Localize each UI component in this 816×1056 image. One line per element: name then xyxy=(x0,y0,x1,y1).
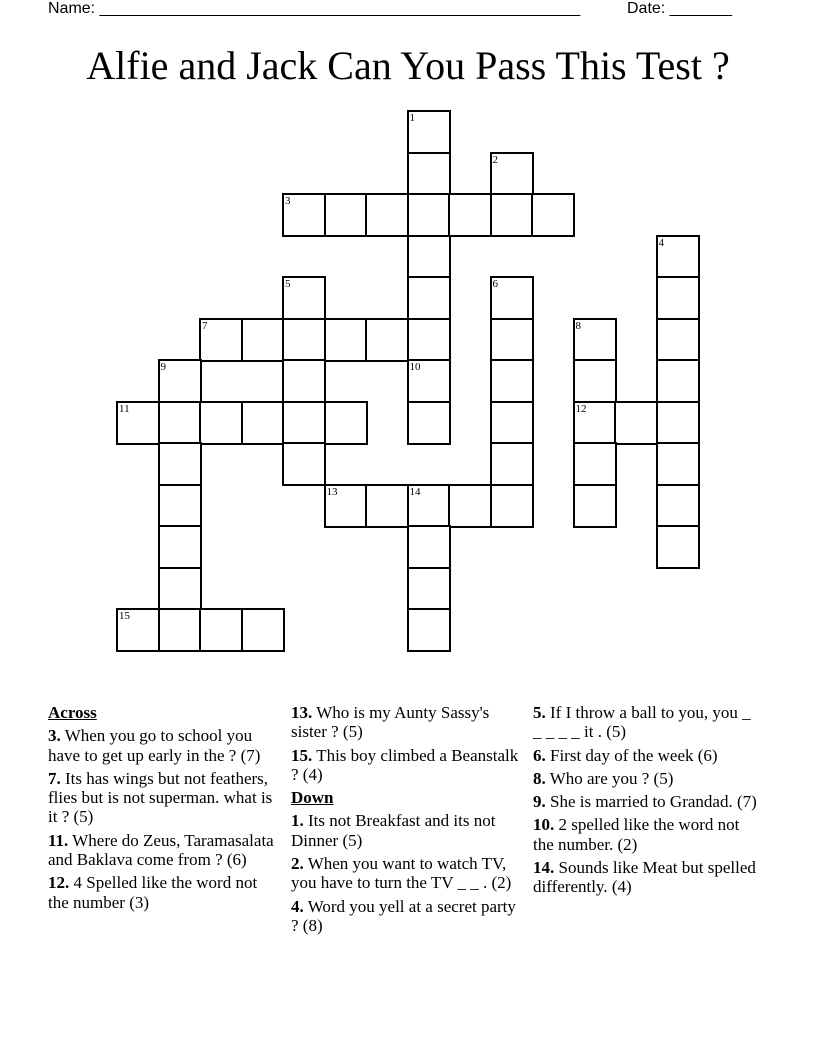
grid-cell[interactable] xyxy=(573,442,617,486)
grid-cell[interactable] xyxy=(282,193,326,237)
grid-cell[interactable] xyxy=(116,401,160,445)
grid-cell[interactable] xyxy=(365,484,409,528)
grid-cell[interactable] xyxy=(158,567,202,611)
clue-down-2: 2. When you want to watch TV, you have to turn the TV _ _ . (2) xyxy=(291,854,512,893)
cell-number: 11 xyxy=(119,402,130,415)
grid-cell[interactable] xyxy=(199,318,243,362)
clue-column-3 xyxy=(533,703,763,901)
grid-cell[interactable] xyxy=(324,318,368,362)
clue-column-1 xyxy=(48,703,278,916)
grid-cell[interactable] xyxy=(407,567,451,611)
grid-cell[interactable] xyxy=(241,318,285,362)
clue-down-10: 10. 2 spelled like the word not the number. (2) xyxy=(533,815,740,854)
clue-down-5: 5. If I throw a ball to you, you _ _ _ _ _ it . (5) xyxy=(533,703,751,742)
grid-cell[interactable] xyxy=(573,359,617,403)
grid-cell[interactable] xyxy=(241,401,285,445)
grid-cell[interactable] xyxy=(448,484,492,528)
clue-across-12: 12. 4 Spelled like the word not the number (3) xyxy=(48,873,258,912)
date-field[interactable]: Date: _______ xyxy=(627,0,732,17)
cell-number: 12 xyxy=(575,402,587,415)
grid-cell[interactable] xyxy=(614,401,658,445)
grid-cell[interactable] xyxy=(158,359,202,403)
cell-number: 8 xyxy=(575,319,581,332)
cell-number: 5 xyxy=(285,278,291,290)
grid-cell[interactable] xyxy=(490,442,534,486)
grid-cell[interactable] xyxy=(282,359,326,403)
grid-cell[interactable] xyxy=(656,276,700,320)
grid-cell[interactable] xyxy=(656,359,700,403)
grid-cell[interactable] xyxy=(656,318,700,362)
clue-column-2 xyxy=(291,703,521,939)
page-title: Alfie and Jack Can You Pass This Test ? xyxy=(86,43,730,88)
grid-cell[interactable] xyxy=(448,193,492,237)
grid-cell[interactable] xyxy=(407,318,451,362)
grid-cell[interactable] xyxy=(158,442,202,486)
grid-cell[interactable] xyxy=(324,484,368,528)
clue-across-7: 7. Its has wings but not feathers, flies but is not superman. what is it ? (5) xyxy=(48,768,273,827)
grid-cell[interactable] xyxy=(407,276,451,320)
grid-cell[interactable] xyxy=(490,318,534,362)
cell-number: 13 xyxy=(326,485,338,498)
grid-cell[interactable] xyxy=(116,608,160,652)
grid-cell[interactable] xyxy=(407,235,451,279)
grid-cell[interactable] xyxy=(573,318,617,362)
cell-number: 15 xyxy=(119,610,130,622)
grid-cell[interactable] xyxy=(490,484,534,528)
grid-cell[interactable] xyxy=(490,193,534,237)
clue-across-13: 13. Who is my Aunty Sassy's sister ? (5) xyxy=(291,703,490,742)
clue-down-4: 4. Word you yell at a secret party ? (8) xyxy=(291,896,516,935)
cell-number: 14 xyxy=(409,485,421,498)
grid-cell[interactable] xyxy=(656,401,700,445)
grid-cell[interactable] xyxy=(490,276,534,320)
grid-cell[interactable] xyxy=(531,193,575,237)
grid-cell[interactable] xyxy=(241,608,285,652)
grid-cell[interactable] xyxy=(158,525,202,569)
grid-cell[interactable] xyxy=(282,276,326,320)
across-heading: Across xyxy=(48,703,97,722)
clue-across-15: 15. This boy climbed a Beanstalk ? (4) xyxy=(291,745,519,784)
grid-cell[interactable] xyxy=(490,359,534,403)
grid-cell[interactable] xyxy=(365,193,409,237)
grid-cell[interactable] xyxy=(282,442,326,486)
cell-number: 4 xyxy=(658,236,664,249)
clue-across-11: 11. Where do Zeus, Taramasalata and Baklava come from ? (6) xyxy=(48,830,274,870)
grid-cell[interactable] xyxy=(282,318,326,362)
grid-cell[interactable] xyxy=(407,484,451,528)
grid-cell[interactable] xyxy=(407,193,451,237)
grid-cell[interactable] xyxy=(656,235,700,279)
cell-number: 10 xyxy=(409,361,421,373)
clue-down-9: 9. She is married to Grandad. (7) xyxy=(533,792,757,812)
clue-down-6: 6. First day of the week (6) xyxy=(533,745,718,765)
clue-down-8: 8. Who are you ? (5) xyxy=(533,768,674,788)
grid-cell[interactable] xyxy=(407,401,451,445)
grid-cell[interactable] xyxy=(324,193,368,237)
cell-number: 3 xyxy=(285,195,291,207)
grid-cell[interactable] xyxy=(158,608,202,652)
grid-cell[interactable] xyxy=(158,401,202,445)
grid-cell[interactable] xyxy=(365,318,409,362)
grid-cell[interactable] xyxy=(199,401,243,445)
cell-number: 7 xyxy=(202,319,208,332)
grid-cell[interactable] xyxy=(407,608,451,652)
clue-across-3: 3. When you go to school you have to get up early in the ? (7) xyxy=(48,726,261,765)
grid-cell[interactable] xyxy=(407,110,451,154)
grid-cell[interactable] xyxy=(407,359,451,403)
grid-cell[interactable] xyxy=(656,484,700,528)
clue-down-14: 14. Sounds like Meat but spelled differently. (4) xyxy=(533,858,756,897)
cell-number: 2 xyxy=(492,153,498,166)
grid-cell[interactable] xyxy=(282,401,326,445)
down-heading: Down xyxy=(291,788,334,808)
clue-down-1: 1. Its not Breakfast and its not Dinner (5) xyxy=(291,811,496,850)
grid-cell[interactable] xyxy=(656,442,700,486)
grid-cell[interactable] xyxy=(407,525,451,569)
cell-number: 9 xyxy=(160,361,166,373)
name-field[interactable]: Name: ______________________________________________________ xyxy=(48,0,581,17)
grid-cell[interactable] xyxy=(490,401,534,445)
grid-cell[interactable] xyxy=(656,525,700,569)
grid-cell[interactable] xyxy=(158,484,202,528)
grid-cell[interactable] xyxy=(407,152,451,196)
cell-number: 6 xyxy=(492,278,498,290)
grid-cell[interactable] xyxy=(199,608,243,652)
grid-cell[interactable] xyxy=(573,401,617,445)
cell-number: 1 xyxy=(409,112,415,124)
grid-cell[interactable] xyxy=(573,484,617,528)
grid-cell[interactable] xyxy=(324,401,368,445)
grid-cell[interactable] xyxy=(490,152,534,196)
